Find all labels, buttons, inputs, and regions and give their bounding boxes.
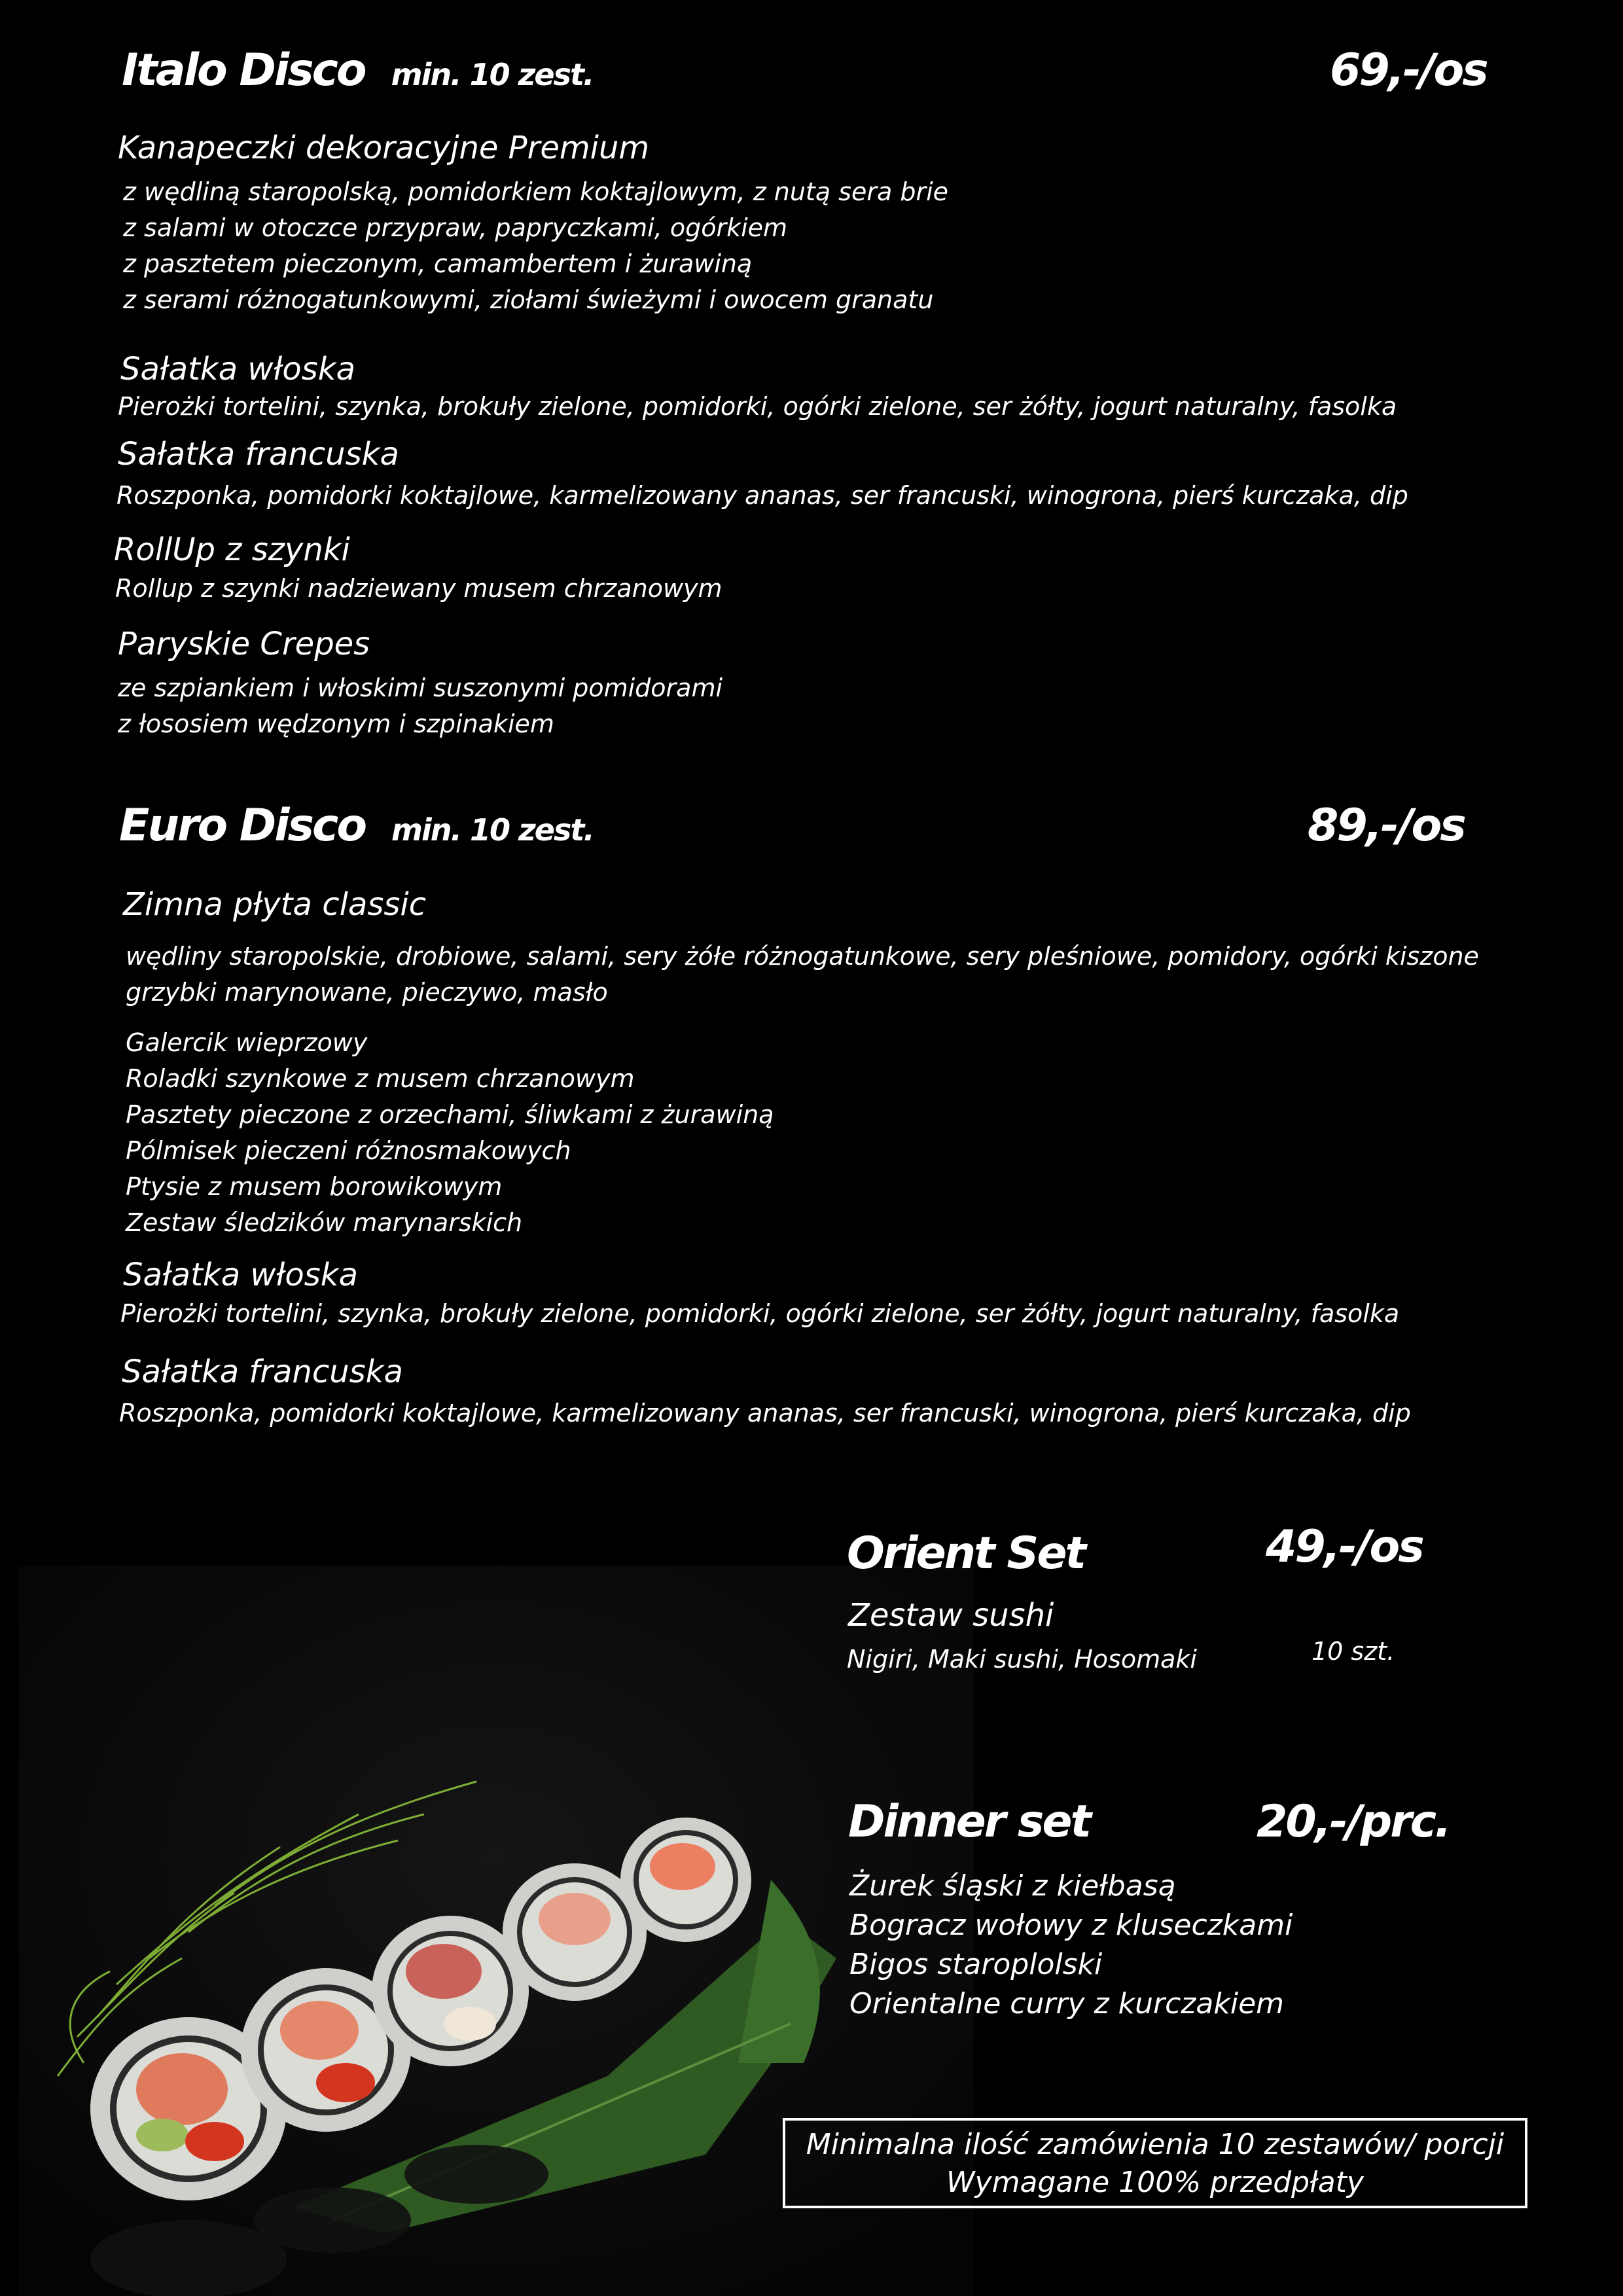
list-item: Żurek śląski z kiełbasą: [849, 1869, 1176, 1903]
order-note-box: [783, 2118, 1527, 2208]
euro-disco-header: [119, 800, 594, 852]
dish-name: Zimna płyta classic: [123, 886, 427, 923]
set-title: Orient Set: [847, 1528, 1084, 1579]
set-title: Italo Disco: [122, 45, 365, 96]
dish-description: [126, 939, 1479, 1011]
note-line: Minimalna ilość zamówienia 10 zestawów/ porcji: [806, 2128, 1505, 2161]
set-price: 69,-/os: [1330, 45, 1487, 96]
list-item: Roladki szynkowe z musem chrzanowym: [126, 1064, 635, 1093]
set-minimum: min. 10 zest.: [391, 57, 594, 92]
description-line: z wędliną staropolską, pomidorkiem koktajlowym, z nutą sera brie: [123, 177, 949, 206]
extras-list: [126, 1025, 774, 1241]
sushi-roll: [620, 1818, 751, 1942]
set-minimum: min. 10 zest.: [391, 812, 594, 848]
dish-name: Sałatka włoska: [123, 1257, 358, 1293]
dish-description: Rollup z szynki nadziewany musem chrzanowym: [115, 574, 722, 603]
description-line: grzybki marynowane, pieczywo, masło: [126, 978, 608, 1007]
dish-name: Sałatka francuska: [118, 436, 399, 473]
description-line: z pasztetem pieczonym, camambertem i żurawiną: [123, 249, 753, 278]
dish-name: Kanapeczki dekoracyjne Premium: [118, 130, 650, 166]
dish-description: Roszponka, pomidorki koktajlowe, karmelizowany ananas, ser francuski, winogrona, pierś kurczaka, dip: [119, 1399, 1411, 1427]
list-item: Zestaw śledzików marynarskich: [126, 1208, 523, 1237]
portion-count: 10 szt.: [1311, 1637, 1395, 1666]
set-price: 49,-/os: [1266, 1521, 1423, 1573]
description-line: ze szpiankiem i włoskimi suszonymi pomidorami: [118, 673, 723, 702]
description-line: z salami w otoczce przypraw, papryczkami, ogórkiem: [123, 213, 788, 242]
set-price: 89,-/os: [1308, 800, 1465, 852]
dish-description: Pierożki tortelini, szynka, brokuły zielone, pomidorki, ogórki zielone, ser żółty, jogurt naturalny, fasolka: [118, 392, 1397, 421]
dish-name: RollUp z szynki: [114, 531, 350, 568]
set-price: 20,-/prc.: [1257, 1796, 1450, 1848]
dish-description: [123, 174, 948, 318]
list-item: Bogracz wołowy z kluseczkami: [849, 1909, 1293, 1942]
dish-description: [118, 670, 722, 742]
dish-name: Paryskie Crepes: [118, 626, 370, 662]
dish-description: Roszponka, pomidorki koktajlowe, karmelizowany ananas, ser francuski, winogrona, pierś kurczaka, dip: [116, 481, 1408, 510]
dish-name: Sałatka francuska: [122, 1354, 403, 1390]
description-line: wędliny staropolskie, drobiowe, salami, sery żółe różnogatunkowe, sery pleśniowe, pomidory, ogórki kiszone: [126, 942, 1479, 971]
note-line: Wymagane 100% przedpłaty: [946, 2166, 1364, 2199]
set-title: Euro Disco: [119, 800, 366, 852]
list-item: Orientalne curry z kurczakiem: [849, 1987, 1284, 2020]
italo-disco-header: [122, 45, 593, 96]
dish-description: Pierożki tortelini, szynka, brokuły zielone, pomidorki, ogórki zielone, ser żółty, jogurt naturalny, fasolka: [120, 1299, 1400, 1328]
list-item: Bigos staroplolski: [849, 1948, 1103, 1981]
description-line: z serami różnogatunkowymi, ziołami świeżymi i owocem granatu: [123, 285, 934, 314]
list-item: Pasztety pieczone z orzechami, śliwkami z żurawiną: [126, 1100, 774, 1129]
list-item: Ptysie z musem borowikowym: [126, 1172, 503, 1201]
list-item: Galercik wieprzowy: [126, 1028, 368, 1057]
set-title: Dinner set: [848, 1796, 1090, 1848]
list-item: Pólmisek pieczeni różnosmakowych: [126, 1136, 571, 1165]
dish-description: Nigiri, Maki sushi, Hosomaki: [847, 1645, 1197, 1674]
dish-name: Sałatka włoska: [120, 351, 355, 387]
dish-name: Zestaw sushi: [848, 1597, 1054, 1634]
dinner-items: [849, 1867, 1293, 2024]
description-line: z łososiem wędzonym i szpinakiem: [118, 709, 554, 738]
